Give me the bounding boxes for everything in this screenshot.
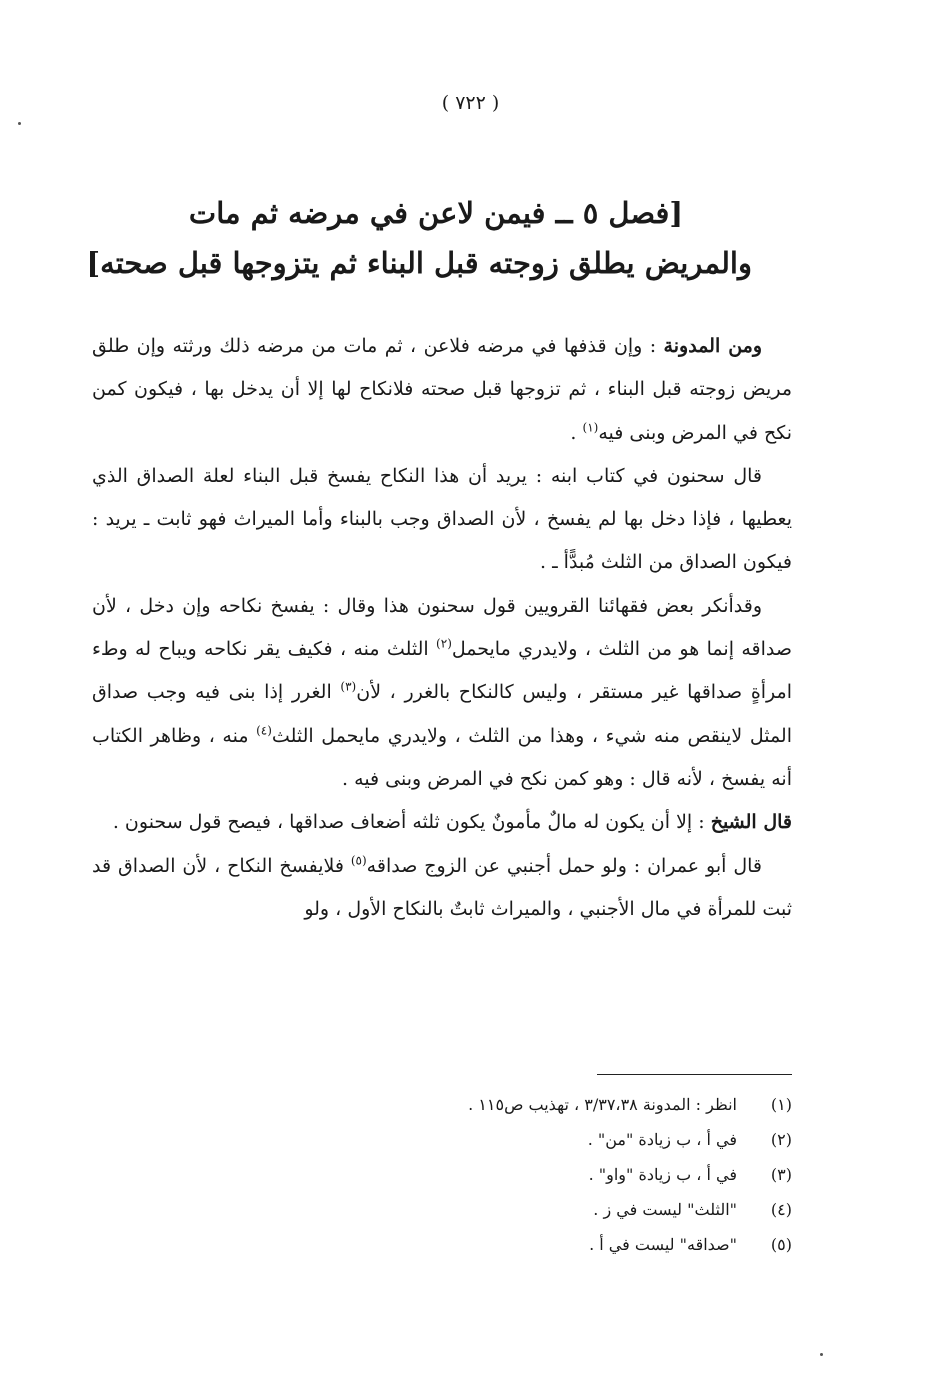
footnote-ref-2: (٢) <box>436 636 452 651</box>
footnote-2 <box>300 1130 792 1165</box>
footnote-separator <box>597 1074 792 1075</box>
scan-speck <box>18 122 21 125</box>
footnote-text: في أ ، ب زيادة "من" . <box>587 1130 737 1149</box>
paragraph-text: منه ، وظاهر الكتاب أنه يفسخ ، لأنه قال : وهو كمن نكح في المرض وبنى فيه . <box>92 724 792 790</box>
footnote-text: "صداقه" ليست في أ . <box>589 1235 737 1254</box>
footnote-number: (٣) <box>770 1165 792 1184</box>
paragraph-lead: ومن المدونة <box>663 335 763 357</box>
footnote-number: (١) <box>770 1095 792 1114</box>
footnote-ref-1: (١) <box>582 420 599 435</box>
section-title-line-2: والمريض يطلق زوجته قبل البناء ثم يتزوجها قبل صحته] <box>86 246 752 280</box>
paragraph-1 <box>92 325 792 455</box>
section-title-line-1: [فصل ٥ ــ فيمن لاعن في مرضه ثم مات <box>188 196 684 230</box>
paragraph-5 <box>92 845 792 932</box>
footnote-3 <box>300 1165 792 1200</box>
paragraph-text: : إلا أن يكون له مالٌ مأمونٌ يكون ثلثه أضعاف صداقها ، فيصح قول سحنون . <box>112 811 711 834</box>
footnotes <box>300 1095 792 1270</box>
paragraph-text: الثلث منه ، فكيف يقر نكاحه ويباح له وطء امرأةٍ صداقها غير مستقر ، وليس كالنكاح بالغرر ، لأن <box>92 638 792 704</box>
paragraph-text: : وإن قذفها في مرضه فلاعن ، ثم مات من مرضه ذلك ورثته وإن طلق مريض زوجته قبل البناء ، ثم تزوجها قبل صحته فلانكاح لها إلا أن يدخل بها ، فيكون كمن نكح في المرض وبنى فيه <box>92 335 792 444</box>
paragraph-text: قال سحنون في كتاب ابنه : يريد أن هذا النكاح يفسخ قبل البناء لعلة الصداق الذي يعطيها ، فإذا دخل بها لم يفسخ ، لأن الصداق وجب بالبناء وأما الميراث فهو ثابت ـ يريد : فيكون الصداق من الثلث مُبدًّأ ـ . <box>92 464 792 574</box>
paragraph-text: وقدأنكر بعض فقهائنا القرويين قول سحنون هذا وقال : يفسخ نكاحه وإن دخل ، لأن صداقه إنما هو من الثلث ، ولايدري مايحمل <box>92 594 792 661</box>
body-text <box>92 325 792 931</box>
footnote-4 <box>300 1200 792 1235</box>
footnote-number: (٤) <box>770 1200 792 1219</box>
paragraph-3 <box>92 585 792 801</box>
page-number: ( ٧٢٢ ) <box>441 92 500 114</box>
footnote-text: في أ ، ب زيادة "واو" . <box>588 1165 737 1184</box>
paragraph-lead: قال الشيخ <box>710 811 792 834</box>
footnote-text: انظر : المدونة ٣/٣٧،٣٨ ، تهذيب ص١١٥ . <box>468 1095 737 1114</box>
footnote-number: (٢) <box>770 1130 792 1149</box>
footnote-5 <box>300 1235 792 1270</box>
paragraph-4 <box>92 801 792 844</box>
footnote-text: "الثلث" ليست في ز . <box>593 1200 737 1219</box>
paragraph-text: قال أبو عمران : ولو حمل أجنبي عن الزوج صداقه <box>366 854 762 877</box>
footnote-1 <box>300 1095 792 1130</box>
section-title <box>86 188 752 288</box>
paragraph-2 <box>92 455 792 585</box>
paragraph-text-tail: . <box>570 421 583 444</box>
footnote-ref-5: (٥) <box>350 853 367 868</box>
footnote-ref-4: (٤) <box>256 723 272 738</box>
paragraph-text: فلايفسخ النكاح ، لأن الصداق قد ثبت للمرأة في مال الأجنبي ، والميراث ثابتٌ بالنكاح الأول ، ولو <box>92 854 792 920</box>
scan-speck <box>820 1353 823 1356</box>
paragraph-text: الغرر إذا بنى فيه وجب صداق المثل لاينقص منه شيء ، وهذا من الثلث ، ولايدري مايحمل الثلث <box>92 681 793 747</box>
footnote-ref-3: (٣) <box>340 680 357 695</box>
footnote-number: (٥) <box>770 1235 792 1254</box>
